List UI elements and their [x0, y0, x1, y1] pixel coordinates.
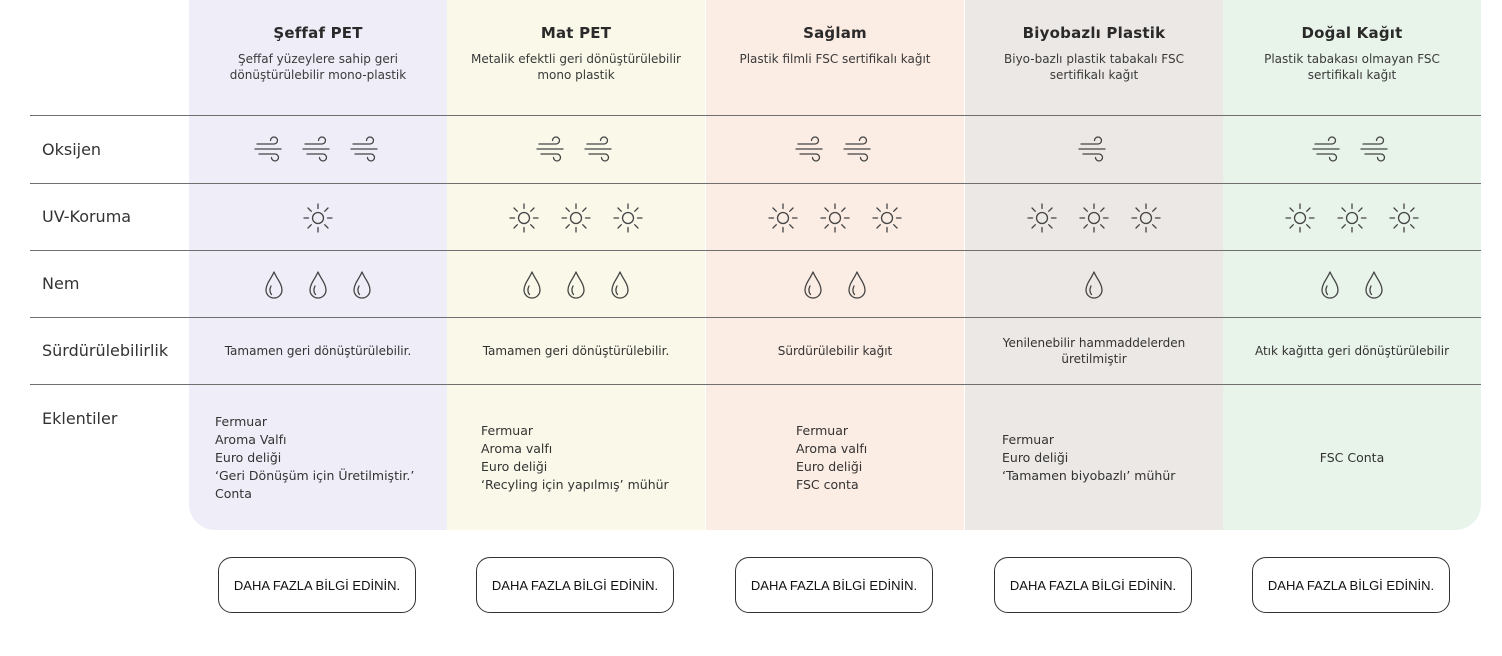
column-title: Sağlam — [803, 24, 867, 42]
rating-uv — [965, 201, 1223, 235]
sun-icon — [870, 201, 904, 235]
column-title: Mat PET — [540, 24, 612, 42]
rating-oxygen — [965, 136, 1223, 162]
rating-oxygen — [706, 136, 964, 162]
drop-icon — [351, 270, 373, 300]
sun-icon — [507, 201, 541, 235]
sustainability-cell — [965, 318, 1223, 384]
rating-moisture — [706, 270, 964, 300]
sun-icon — [611, 201, 645, 235]
feature-item: ‘Recyling için yapılmış’ mühür — [481, 476, 669, 492]
wind-icon — [536, 136, 568, 162]
column-description: Plastik tabakası olmayan FSC sertifikalı kağıt — [1264, 52, 1440, 82]
sun-icon — [301, 201, 335, 235]
sun-icon — [559, 201, 593, 235]
sustainability-text: Sürdürülebilir kağıt — [777, 344, 893, 358]
column-description: Metalik efektli geri dönüştürülebilir mono plastik — [471, 52, 681, 82]
rating-uv — [447, 201, 705, 235]
wind-icon — [1312, 136, 1344, 162]
rating-uv — [189, 201, 447, 235]
row-label-oxygen: Oksijen — [42, 140, 102, 159]
row-divider — [30, 250, 1481, 251]
rating-moisture — [447, 270, 705, 300]
rating-oxygen — [447, 136, 705, 162]
sustainability-cell — [1223, 318, 1481, 384]
sun-icon — [1387, 201, 1421, 235]
drop-icon — [307, 270, 329, 300]
rating-oxygen — [1223, 136, 1481, 162]
column-title: Biyobazlı Plastik — [1022, 24, 1166, 42]
learn-more-button[interactable]: DAHA FAZLA BİLGİ EDİNİN. — [1252, 557, 1450, 613]
sustainability-cell — [706, 318, 964, 384]
column-header — [706, 24, 964, 67]
features-cell — [1223, 385, 1481, 530]
feature-item: Fermuar — [481, 422, 534, 438]
rating-uv — [1223, 201, 1481, 235]
row-label-moisture: Nem — [42, 274, 80, 293]
sun-icon — [766, 201, 800, 235]
learn-more-button[interactable]: DAHA FAZLA BİLGİ EDİNİN. — [218, 557, 416, 613]
feature-item: Fermuar — [796, 422, 849, 438]
column-description: Plastik filmli FSC sertifikalı kağıt — [739, 52, 931, 66]
drop-icon — [521, 270, 543, 300]
drop-icon — [263, 270, 285, 300]
sustainability-cell — [189, 318, 447, 384]
feature-item: ‘Geri Dönüşüm için Üretilmiştir.’ — [215, 467, 415, 483]
feature-item: Aroma Valfı — [215, 431, 287, 447]
sustainability-text: Tamamen geri dönüştürülebilir. — [482, 344, 670, 358]
feature-item: Fermuar — [1002, 431, 1055, 447]
feature-item: Aroma valfı — [481, 440, 553, 456]
wind-icon — [843, 136, 875, 162]
feature-item: Euro deliği — [1002, 449, 1069, 465]
features-cell — [447, 385, 705, 530]
wind-icon — [254, 136, 286, 162]
row-divider — [30, 183, 1481, 184]
row-label-uv: UV-Koruma — [42, 207, 132, 226]
feature-item: Euro deliği — [796, 458, 863, 474]
wind-icon — [584, 136, 616, 162]
column-title: Şeffaf PET — [273, 24, 363, 42]
wind-icon — [1078, 136, 1110, 162]
rating-moisture — [189, 270, 447, 300]
sun-icon — [1335, 201, 1369, 235]
feature-item: ‘Tamamen biyobazlı’ mühür — [1002, 467, 1176, 483]
drop-icon — [565, 270, 587, 300]
feature-item: Conta — [215, 485, 252, 501]
column-header — [1223, 24, 1481, 83]
wind-icon — [350, 136, 382, 162]
drop-icon — [1083, 270, 1105, 300]
drop-icon — [1363, 270, 1385, 300]
column-header — [447, 24, 705, 83]
sustainability-text: Yenilenebilir hammaddelerden üretilmiştir — [1002, 336, 1186, 366]
sun-icon — [1129, 201, 1163, 235]
drop-icon — [846, 270, 868, 300]
sun-icon — [1025, 201, 1059, 235]
feature-item: Euro deliği — [481, 458, 548, 474]
sun-icon — [1077, 201, 1111, 235]
rating-oxygen — [189, 136, 447, 162]
sun-icon — [818, 201, 852, 235]
feature-item: Fermuar — [215, 413, 268, 429]
features-cell — [706, 385, 964, 530]
wind-icon — [795, 136, 827, 162]
wind-icon — [1360, 136, 1392, 162]
feature-item: FSC Conta — [1319, 449, 1385, 465]
learn-more-button[interactable]: DAHA FAZLA BİLGİ EDİNİN. — [994, 557, 1192, 613]
column-description: Biyo-bazlı plastik tabakalı FSC sertifikalı kağıt — [1004, 52, 1184, 82]
sustainability-cell — [447, 318, 705, 384]
row-divider — [30, 115, 1481, 116]
learn-more-button[interactable]: DAHA FAZLA BİLGİ EDİNİN. — [476, 557, 674, 613]
sun-icon — [1283, 201, 1317, 235]
column-header — [965, 24, 1223, 83]
feature-item: FSC conta — [796, 476, 859, 492]
rating-moisture — [965, 270, 1223, 300]
feature-item: Aroma valfı — [796, 440, 868, 456]
column-description: Şeffaf yüzeylere sahip geri dönüştürülebilir mono-plastik — [229, 52, 407, 82]
rating-uv — [706, 201, 964, 235]
sustainability-text: Tamamen geri dönüştürülebilir. — [224, 344, 412, 358]
features-cell — [965, 385, 1223, 530]
feature-item: Euro deliği — [215, 449, 282, 465]
drop-icon — [1319, 270, 1341, 300]
learn-more-button[interactable]: DAHA FAZLA BİLGİ EDİNİN. — [735, 557, 933, 613]
row-label-features: Eklentiler — [42, 409, 118, 428]
drop-icon — [609, 270, 631, 300]
features-cell — [189, 385, 447, 530]
sustainability-text: Atık kağıtta geri dönüştürülebilir — [1254, 344, 1450, 358]
column-title: Doğal Kağıt — [1301, 24, 1403, 42]
rating-moisture — [1223, 270, 1481, 300]
row-label-sustainability: Sürdürülebilirlik — [42, 341, 169, 360]
wind-icon — [302, 136, 334, 162]
column-header — [189, 24, 447, 83]
drop-icon — [802, 270, 824, 300]
